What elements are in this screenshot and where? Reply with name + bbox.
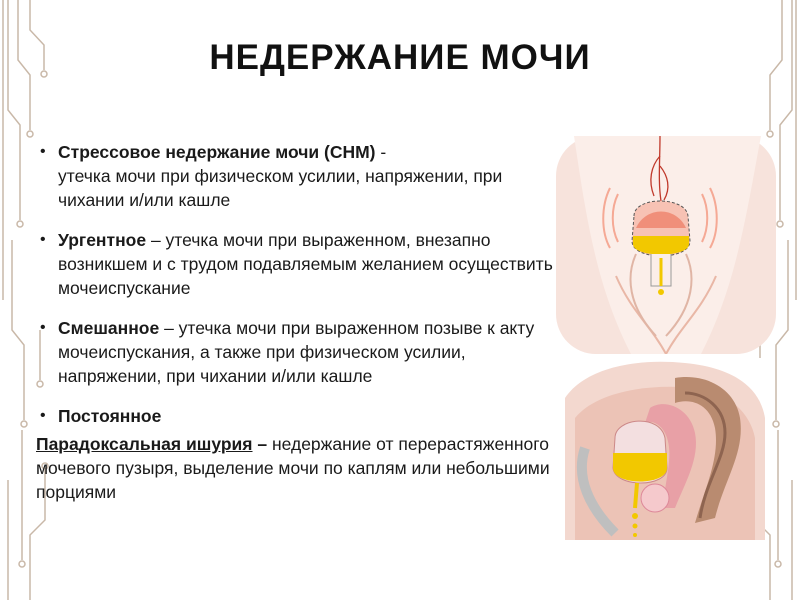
bullet-separator: – — [146, 230, 166, 250]
bullet-heading: Ургентное — [58, 230, 147, 250]
bullet-stress — [38, 140, 553, 212]
bullet-separator: – — [159, 318, 179, 338]
bullet-heading: Смешанное — [58, 318, 160, 338]
paradox-separator: – — [252, 434, 272, 454]
slide-content — [38, 140, 553, 504]
bullet-urgent — [38, 228, 553, 300]
bullet-text: утечка мочи при выраженном позыве к акту мочеиспускания, а также при физическом усилии, напряжении, при чихании и/или кашле — [58, 318, 535, 386]
bullet-icon: • — [40, 319, 46, 336]
bullet-constant — [38, 404, 553, 428]
pelvic-section-illustration — [555, 358, 765, 540]
bullet-icon: • — [40, 407, 46, 424]
bullet-separator: - — [375, 142, 387, 162]
bullet-text: утечка мочи при физическом усилии, напряжении, при чихании и/или кашле — [58, 166, 503, 210]
paradox-text: недержание от перерастяженного мочевого пузыря, выделение мочи по каплям или небольшими порциями — [36, 434, 550, 502]
bullet-text: утечка мочи при выраженном, внезапно возникшем и с трудом подавляемым желанием осуществить мочеиспускание — [58, 230, 553, 298]
bullet-icon: • — [40, 231, 46, 248]
paradox-definition — [36, 432, 553, 504]
bullet-heading: Стрессовое недержание мочи (СНМ) — [58, 142, 376, 162]
bullet-heading: Постоянное — [58, 406, 162, 426]
slide-title: НЕДЕРЖАНИЕ МОЧИ — [209, 38, 591, 77]
paradox-term: Парадоксальная ишурия — [36, 434, 253, 454]
bullet-mixed — [38, 316, 553, 388]
bullet-icon: • — [40, 143, 46, 160]
bladder-front-illustration — [556, 136, 776, 354]
